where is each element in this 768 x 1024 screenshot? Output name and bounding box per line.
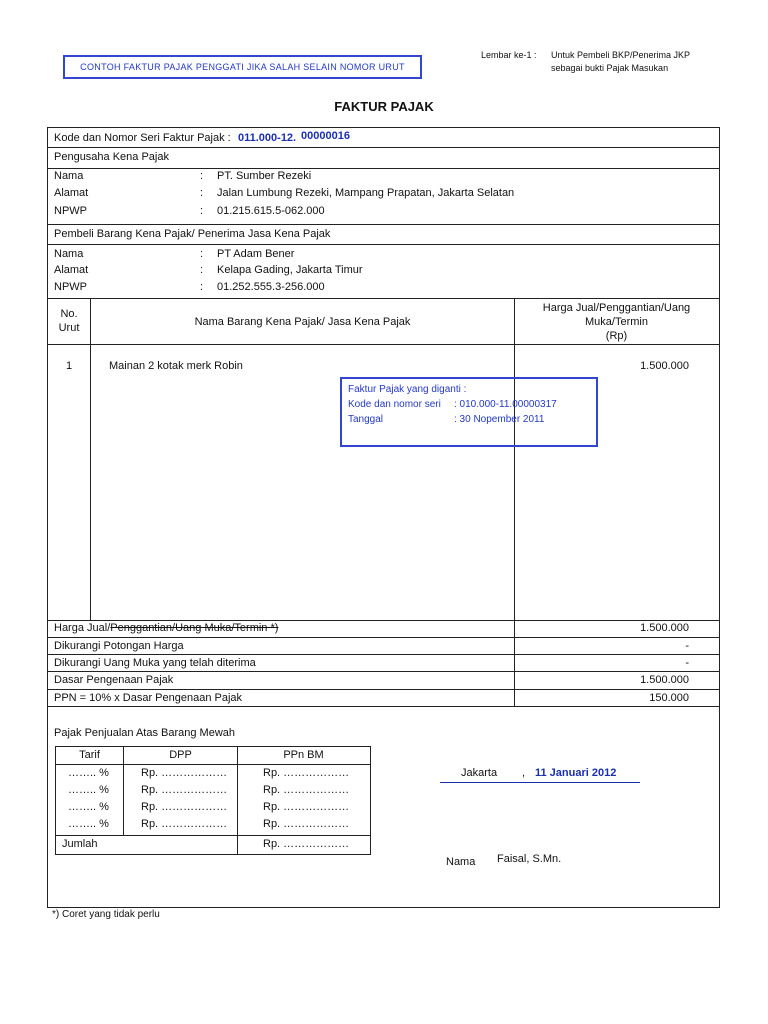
harga-jual-label	[54, 622, 278, 634]
buyer-npwp-colon: :	[200, 281, 204, 293]
col-price-header-1: Harga Jual/Penggantian/Uang	[542, 302, 691, 314]
luxury-row-2-ppnbm: Rp. ………………	[263, 784, 350, 796]
seller-npwp: 01.215.615.5-062.000	[217, 205, 325, 217]
potongan-value: -	[685, 640, 689, 652]
signature-date: 11 Januari 2012	[535, 767, 617, 779]
seller-address-colon: :	[200, 187, 204, 199]
ppn-value: 150.000	[649, 692, 689, 704]
luxury-row-4-dpp: Rp. ………………	[141, 818, 228, 830]
luxury-total-label: Jumlah	[62, 838, 98, 850]
col-no-header-1: No.	[60, 308, 78, 320]
luxury-col-ppnbm: PPn BM	[283, 749, 324, 761]
luxury-tax-title: Pajak Penjualan Atas Barang Mewah	[54, 727, 236, 739]
signature-name: Faisal, S.Mn.	[497, 853, 562, 865]
page-title: FAKTUR PAJAK	[334, 99, 434, 114]
buyer-address-colon: :	[200, 264, 204, 276]
luxury-row-1-dpp: Rp. ………………	[141, 767, 228, 779]
seller-name-colon: :	[200, 170, 204, 182]
buyer-section-title: Pembeli Barang Kena Pajak/ Penerima Jasa Kena Pajak	[54, 228, 331, 240]
signature-date-underline	[440, 782, 640, 783]
signature-place: Jakarta	[461, 767, 498, 779]
luxury-row-4-ppnbm: Rp. ………………	[263, 818, 350, 830]
dpp-value: 1.500.000	[640, 674, 689, 686]
col-no-header-2: Urut	[58, 322, 80, 334]
luxury-row-3-tarif: …….. %	[68, 801, 109, 813]
seller-npwp-colon: :	[200, 205, 204, 217]
sheet-desc-2: sebagai bukti Pajak Masukan	[551, 63, 669, 73]
uang-muka-value: -	[685, 657, 689, 669]
buyer-address-label: Alamat	[54, 264, 89, 276]
col-price-header-3: (Rp)	[605, 330, 628, 342]
luxury-row-1-ppnbm: Rp. ………………	[263, 767, 350, 779]
luxury-row-4-tarif: …….. %	[68, 818, 109, 830]
ppn-label: PPN = 10% x Dasar Pengenaan Pajak	[54, 692, 243, 704]
col-price-header-2: Muka/Termin	[585, 316, 648, 328]
replaced-note-code-value: : 010.000-11.00000317	[454, 399, 557, 410]
serial-code: 011.000-12.	[238, 132, 297, 144]
replaced-note-code-label: Kode dan nomor seri	[348, 399, 441, 410]
seller-address: Jalan Lumbung Rezeki, Mampang Prapatan, Jakarta Selatan	[217, 187, 515, 199]
seller-name-label: Nama	[54, 170, 84, 182]
signature-comma: ,	[522, 767, 526, 779]
replaced-invoice-note	[340, 377, 598, 447]
luxury-total-ppnbm: Rp. ………………	[263, 838, 350, 850]
harga-jual-strike: Penggantian/Uang Muka/Termin *)	[110, 622, 279, 634]
buyer-npwp: 01.252.555.3-256.000	[217, 281, 325, 293]
replaced-note-title: Faktur Pajak yang diganti :	[348, 384, 467, 395]
seller-name: PT. Sumber Rezeki	[217, 170, 312, 182]
seller-npwp-label: NPWP	[54, 205, 87, 217]
luxury-row-3-ppnbm: Rp. ………………	[263, 801, 350, 813]
replaced-note-date-label: Tanggal	[348, 414, 384, 425]
item-price: 1.500.000	[640, 360, 689, 372]
harga-jual-value: 1.500.000	[640, 622, 689, 634]
luxury-row-1-tarif: …….. %	[68, 767, 109, 779]
replaced-note-date-value: : 30 Nopember 2011	[454, 414, 545, 425]
serial-label: Kode dan Nomor Seri Faktur Pajak :	[54, 132, 231, 144]
col-name-header: Nama Barang Kena Pajak/ Jasa Kena Pajak	[194, 316, 411, 328]
harga-jual-prefix: Harga Jual/	[54, 622, 111, 634]
potongan-label: Dikurangi Potongan Harga	[54, 640, 184, 652]
buyer-address: Kelapa Gading, Jakarta Timur	[217, 264, 363, 276]
sample-label-box	[63, 55, 422, 79]
buyer-name-colon: :	[200, 248, 204, 260]
buyer-name-label: Nama	[54, 248, 84, 260]
sample-label: CONTOH FAKTUR PAJAK PENGGATI JIKA SALAH SELAIN NOMOR URUT	[80, 62, 405, 72]
buyer-npwp-label: NPWP	[54, 281, 87, 293]
item-name: Mainan 2 kotak merk Robin	[109, 360, 243, 372]
sheet-label: Lembar ke-1 :	[481, 50, 537, 60]
footnote: *) Coret yang tidak perlu	[52, 909, 160, 920]
luxury-row-2-tarif: …….. %	[68, 784, 109, 796]
buyer-name: PT Adam Bener	[217, 248, 295, 260]
item-no: 1	[65, 360, 73, 372]
uang-muka-label: Dikurangi Uang Muka yang telah diterima	[54, 657, 256, 669]
serial-number: 00000016	[301, 130, 350, 142]
luxury-row-2-dpp: Rp. ………………	[141, 784, 228, 796]
luxury-col-tarif: Tarif	[79, 749, 100, 761]
seller-section-title: Pengusaha Kena Pajak	[54, 151, 169, 163]
luxury-row-3-dpp: Rp. ………………	[141, 801, 228, 813]
sheet-desc-1: Untuk Pembeli BKP/Penerima JKP	[551, 50, 691, 60]
seller-address-label: Alamat	[54, 187, 89, 199]
dpp-label: Dasar Pengenaan Pajak	[54, 674, 174, 686]
signature-name-label: Nama	[446, 856, 476, 868]
luxury-col-dpp: DPP	[169, 749, 192, 761]
